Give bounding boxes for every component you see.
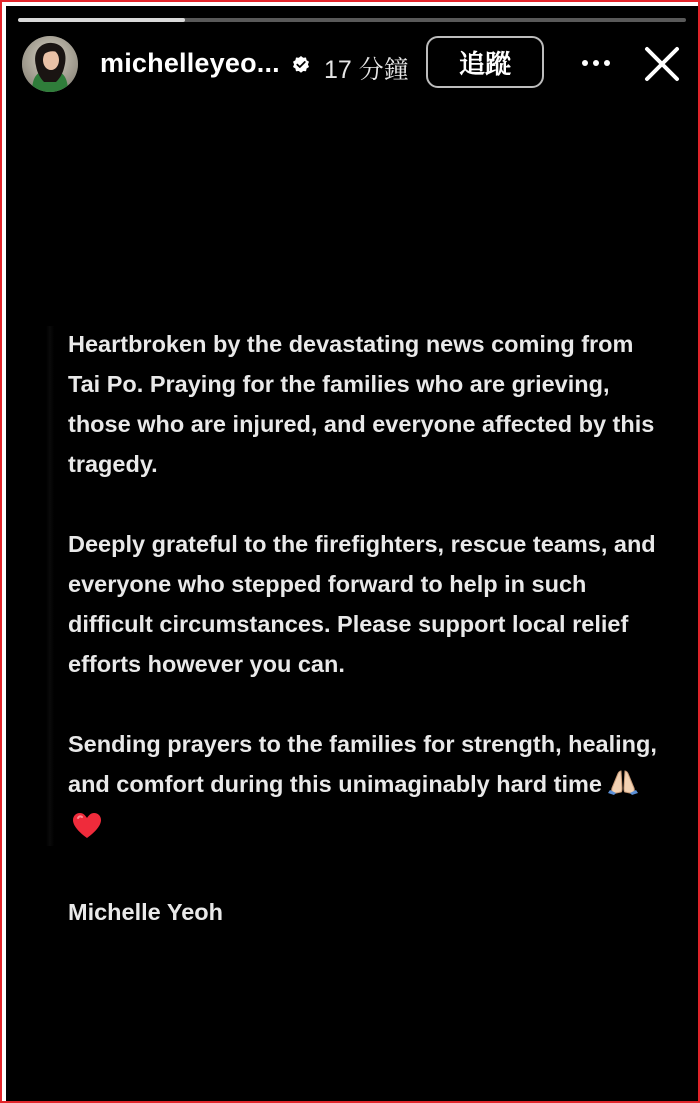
story-signature: Michelle Yeoh <box>68 899 223 925</box>
close-icon[interactable] <box>642 44 682 84</box>
follow-button[interactable]: 追蹤 <box>426 36 544 88</box>
story-viewer[interactable] <box>6 6 698 1101</box>
story-paragraph-text: Sending prayers to the families for strength, healing, and comfort during this unimaginably hard time <box>68 731 657 797</box>
username[interactable]: michelleyeo... <box>100 48 280 78</box>
story-paragraph: Deeply grateful to the firefighters, rescue teams, and everyone who stepped forward to help in such difficult circumstances. Please support local relief efforts however you can. <box>68 531 656 677</box>
more-horizontal-icon <box>581 59 611 67</box>
decorative-edge-shade <box>46 326 54 846</box>
red-heart-icon <box>72 812 102 852</box>
profile-photo-avatar-icon <box>22 36 78 92</box>
story-timestamp: 17 分鐘 <box>324 56 409 84</box>
more-options-button[interactable] <box>574 46 618 80</box>
story-progress-bar <box>18 18 686 22</box>
avatar[interactable] <box>22 36 78 92</box>
folded-hands-icon <box>606 768 640 808</box>
story-paragraph: Heartbroken by the devastating news coming from Tai Po. Praying for the families who are grieving, those who are injured, and everyone affected by this tragedy. <box>68 331 655 477</box>
verified-badge-icon <box>291 55 311 75</box>
story-paragraph <box>68 724 668 852</box>
story-header <box>6 34 698 94</box>
story-text-content <box>68 324 668 932</box>
story-progress-fill <box>18 18 185 22</box>
